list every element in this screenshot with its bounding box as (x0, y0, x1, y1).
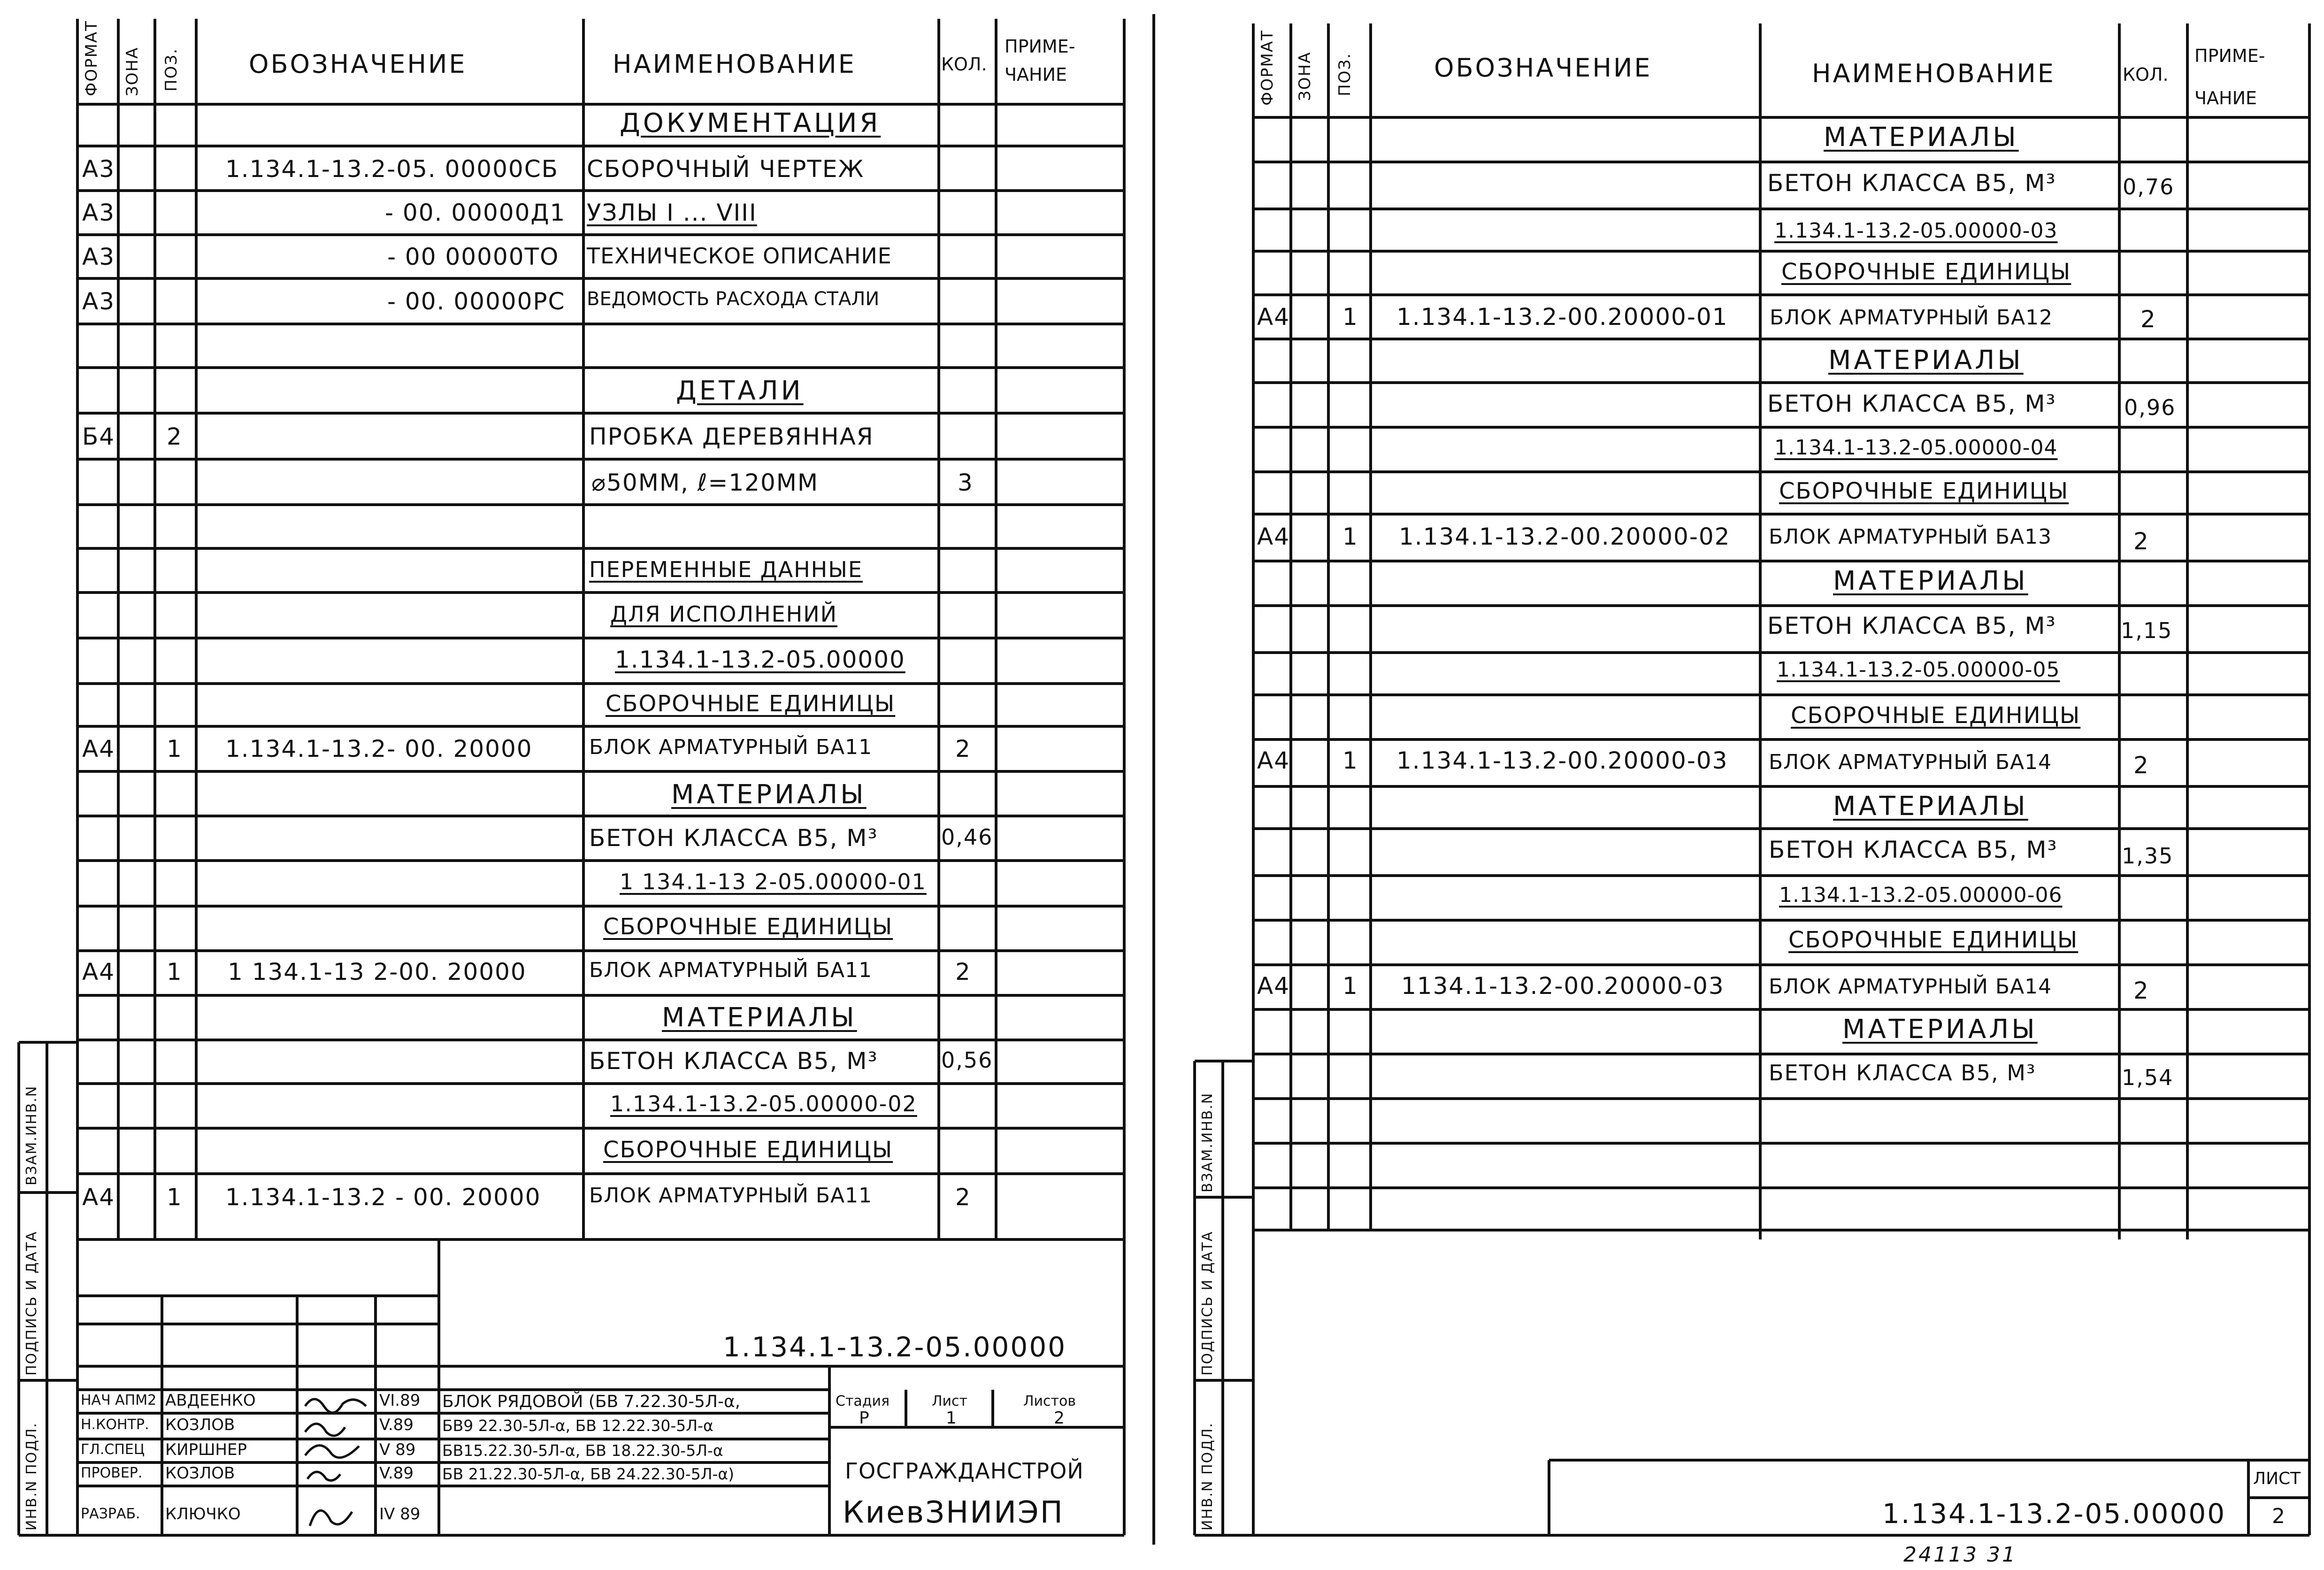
description-line: БВ 21.22.30-5Л-α, БВ 24.22.30-5Л-α) (442, 1465, 735, 1483)
row-designation: - 00. 00000Д1 (385, 199, 566, 226)
row-designation: 1.134.1-13.2- 00. 20000 (225, 735, 533, 762)
row-name: БЛОК АРМАТУРНЫЙ БА14 (1769, 975, 2052, 999)
header-zone: ЗОНА (123, 46, 142, 96)
row-designation: 1.134.1-13.2 - 00. 20000 (225, 1184, 541, 1211)
side-label-inv-original: ИНВ.N ПОДЛ. (23, 1422, 40, 1531)
row-name: ТЕХНИЧЕСКОЕ ОПИСАНИЕ (587, 243, 892, 269)
row-name: БЕТОН КЛАССА В5, М³ (1769, 836, 2058, 863)
header-qty: КОЛ. (2123, 64, 2169, 85)
header-name: НАИМЕНОВАНИЕ (1812, 59, 2056, 88)
row-designation: 1.134.1-13.2-00.20000-03 (1396, 747, 1728, 774)
signer-name: КИРШНЕР (165, 1440, 247, 1459)
row-qty: 0,76 (2123, 174, 2175, 200)
row-format: А3 (82, 155, 115, 183)
row-name: 1.134.1-13.2-05.00000-06 (1779, 883, 2063, 907)
row-designation: - 00 00000ТО (387, 243, 560, 270)
row-name: СБОРОЧНЫЕ ЕДИНИЦЫ (1791, 702, 2081, 729)
section-title: МАТЕРИАЛЫ (671, 779, 867, 810)
row-name: УЗЛЫ I ... VIII (587, 199, 757, 226)
section-title: МАТЕРИАЛЫ (1842, 1014, 2038, 1045)
archive-number: 24113 31 (1903, 1543, 2017, 1567)
row-name: СБОРОЧНЫЕ ЕДИНИЦЫ (1781, 259, 2071, 285)
sheets-label: Листов (1023, 1393, 1076, 1409)
header-format: ФОРМАТ (82, 20, 101, 96)
row-name: БЕТОН КЛАССА В5, М³ (589, 1047, 878, 1075)
row-qty: 0,96 (2124, 395, 2176, 420)
row-qty: 2 (2133, 752, 2149, 779)
section-title: ДОКУМЕНТАЦИЯ (620, 108, 881, 139)
row-pos: 1 (1342, 523, 1358, 550)
section-title: МАТЕРИАЛЫ (1828, 345, 2024, 376)
description-line: БВ15.22.30-5Л-α, БВ 18.22.30-5Л-α (442, 1441, 723, 1460)
row-name: БЛОК АРМАТУРНЫЙ БА11 (589, 735, 873, 759)
section-title: МАТЕРИАЛЫ (1833, 791, 2028, 822)
row-format: А3 (82, 288, 115, 315)
row-name: 1 134.1-13 2-05.00000-01 (620, 869, 927, 894)
row-format: А4 (82, 958, 115, 985)
signer-date: V.89 (379, 1464, 414, 1483)
row-designation: 1.134.1-13.2-05. 00000СБ (225, 155, 559, 183)
header-format: ФОРМАТ (1258, 30, 1277, 106)
row-name: БЕТОН КЛАССА В5, М³ (1767, 169, 2056, 197)
header-zone: ЗОНА (1296, 51, 1314, 101)
section-title: ДЕТАЛИ (676, 376, 804, 406)
row-qty: 1,15 (2121, 618, 2173, 643)
header-designation: ОБОЗНАЧЕНИЕ (249, 49, 467, 79)
row-name: 1.134.1-13.2-05.00000-04 (1774, 436, 2058, 460)
sheets-value: 2 (1054, 1408, 1065, 1428)
signer-role: НАЧ АПМ2 (81, 1392, 157, 1408)
row-name: СБОРОЧНЫЕ ЕДИНИЦЫ (603, 914, 893, 940)
row-name: СБОРОЧНЫЕ ЕДИНИЦЫ (1779, 478, 2069, 504)
sheet-value: 1 (946, 1408, 957, 1428)
row-format: А4 (1257, 972, 1290, 1000)
row-name: БЕТОН КЛАССА В5, М³ (1767, 390, 2056, 417)
header-note-line1: ПРИМЕ- (2194, 46, 2265, 66)
header-name: НАИМЕНОВАНИЕ (613, 49, 856, 79)
stage-value: Р (859, 1408, 869, 1428)
signer-date: VI.89 (379, 1391, 421, 1410)
row-qty: 3 (958, 469, 974, 496)
section-title: МАТЕРИАЛЫ (662, 1002, 857, 1033)
row-format: Б4 (82, 423, 115, 450)
row-format: А4 (82, 735, 115, 762)
row-name: 1.134.1-13.2-05.00000 (615, 646, 905, 673)
row-pos: 1 (1342, 303, 1358, 331)
row-qty: 2 (955, 958, 971, 985)
row-qty: 1,54 (2122, 1065, 2174, 1090)
row-designation: 1.134.1-13.2-00.20000-02 (1399, 523, 1731, 550)
signer-name: КЛЮЧКО (165, 1505, 241, 1524)
signer-name: КОЗЛОВ (165, 1416, 235, 1434)
row-format: А4 (82, 1184, 115, 1211)
row-pos: 1 (167, 735, 183, 762)
signer-role: ГЛ.СПЕЦ (81, 1441, 145, 1458)
row-pos: 1 (1342, 972, 1358, 1000)
row-qty: 2 (2133, 528, 2149, 555)
row-name: 1.134.1-13.2-05.00000-02 (610, 1091, 917, 1116)
row-name: БЛОК АРМАТУРНЫЙ БА11 (589, 1184, 873, 1208)
drawing-code: 1.134.1-13.2-05.00000 (1882, 1498, 2226, 1530)
header-pos: ПОЗ. (162, 48, 181, 92)
row-name: СБОРОЧНЫЙ ЧЕРТЕЖ (587, 155, 865, 183)
row-name: ⌀50ММ, ℓ=120ММ (591, 469, 819, 496)
row-pos: 1 (167, 1184, 183, 1211)
row-designation: 1 134.1-13 2-00. 20000 (228, 958, 527, 985)
row-qty: 0,46 (941, 824, 993, 850)
row-name: БЛОК АРМАТУРНЫЙ БА12 (1770, 306, 2053, 330)
row-format: А4 (1257, 747, 1290, 774)
section-title: МАТЕРИАЛЫ (1824, 122, 2019, 153)
row-name: СБОРОЧНЫЕ ЕДИНИЦЫ (1788, 927, 2079, 953)
row-pos: 1 (1342, 747, 1358, 774)
row-format: А4 (1257, 523, 1290, 550)
signer-date: V 89 (379, 1440, 416, 1459)
side-label-replace-inv: ВЗАМ.ИНВ.N (1199, 1092, 1216, 1193)
side-label-inv-original: ИНВ.N ПОДЛ. (1199, 1422, 1216, 1531)
row-name: 1.134.1-13.2-05.00000-03 (1774, 219, 2058, 243)
signer-role: Н.КОНТР. (81, 1416, 149, 1433)
description-line: БВ9 22.30-5Л-α, БВ 12.22.30-5Л-α (442, 1416, 713, 1435)
row-qty: 2 (2133, 977, 2149, 1004)
org-institute: КиевЗНИИЭП (843, 1495, 1064, 1530)
row-qty: 1,35 (2122, 843, 2174, 869)
signer-role: ПРОВЕР. (81, 1465, 143, 1481)
stage-label: Стадия (836, 1393, 890, 1409)
row-qty: 2 (955, 735, 971, 762)
row-designation: - 00. 00000РС (387, 288, 566, 315)
side-label-replace-inv: ВЗАМ.ИНВ.N (23, 1085, 40, 1185)
row-name: БЕТОН КЛАССА В5, М³ (1767, 612, 2056, 639)
sheet-value: 2 (2272, 1504, 2285, 1528)
header-qty: КОЛ. (941, 54, 987, 75)
row-name: БЛОК АРМАТУРНЫЙ БА11 (589, 958, 873, 982)
row-name: ПЕРЕМЕННЫЕ ДАННЫЕ (589, 557, 863, 582)
signer-role: РАЗРАБ. (81, 1506, 140, 1522)
header-note-line1: ПРИМЕ- (1005, 36, 1075, 57)
description-line: БЛОК РЯДОВОЙ (БВ 7.22.30-5Л-α, (442, 1392, 741, 1411)
header-note-line2: ЧАНИЕ (2194, 88, 2257, 108)
drawing-code: 1.134.1-13.2-05.00000 (723, 1331, 1067, 1363)
section-title: МАТЕРИАЛЫ (1833, 566, 2028, 596)
row-name: БЛОК АРМАТУРНЫЙ БА14 (1769, 750, 2052, 774)
row-name: БЕТОН КЛАССА В5, М³ (1769, 1060, 2036, 1085)
row-qty: 2 (955, 1184, 971, 1211)
row-name: ДЛЯ ИСПОЛНЕНИЙ (610, 601, 838, 627)
row-name: БЛОК АРМАТУРНЫЙ БА13 (1769, 525, 2052, 549)
row-format: А3 (82, 243, 115, 270)
signer-name: АВДЕЕНКО (165, 1391, 256, 1410)
sheet-label: Лист (932, 1393, 968, 1409)
signer-date: IV 89 (379, 1505, 421, 1524)
org-name: ГОСГРАЖДАНСТРОЙ (845, 1458, 1084, 1484)
sheet-label: ЛИСТ (2253, 1469, 2301, 1488)
row-qty: 0,56 (941, 1047, 993, 1073)
side-label-signature-date: ПОДПИСЬ И ДАТА (23, 1231, 40, 1376)
header-note-line2: ЧАНИЕ (1005, 64, 1067, 85)
row-pos: 2 (167, 423, 183, 450)
row-format: А3 (82, 199, 115, 226)
row-name: СБОРОЧНЫЕ ЕДИНИЦЫ (603, 1137, 893, 1163)
header-designation: ОБОЗНАЧЕНИЕ (1434, 53, 1652, 83)
side-label-signature-date: ПОДПИСЬ И ДАТА (1199, 1231, 1216, 1376)
row-name: СБОРОЧНЫЕ ЕДИНИЦЫ (606, 691, 896, 717)
row-qty: 2 (2140, 306, 2156, 333)
header-pos: ПОЗ. (1335, 53, 1354, 96)
row-format: А4 (1257, 303, 1290, 331)
row-designation: 1.134.1-13.2-00.20000-01 (1396, 303, 1728, 331)
row-name: БЕТОН КЛАССА В5, М³ (589, 824, 878, 852)
signer-date: V.89 (379, 1416, 414, 1434)
row-designation: 1134.1-13.2-00.20000-03 (1401, 972, 1725, 1000)
row-name: ПРОБКА ДЕРЕВЯННАЯ (589, 423, 874, 450)
row-pos: 1 (167, 958, 183, 985)
row-name: 1.134.1-13.2-05.00000-05 (1777, 658, 2060, 682)
signer-name: КОЗЛОВ (165, 1464, 235, 1483)
row-name: ВЕДОМОСТЬ РАСХОДА СТАЛИ (587, 288, 880, 310)
